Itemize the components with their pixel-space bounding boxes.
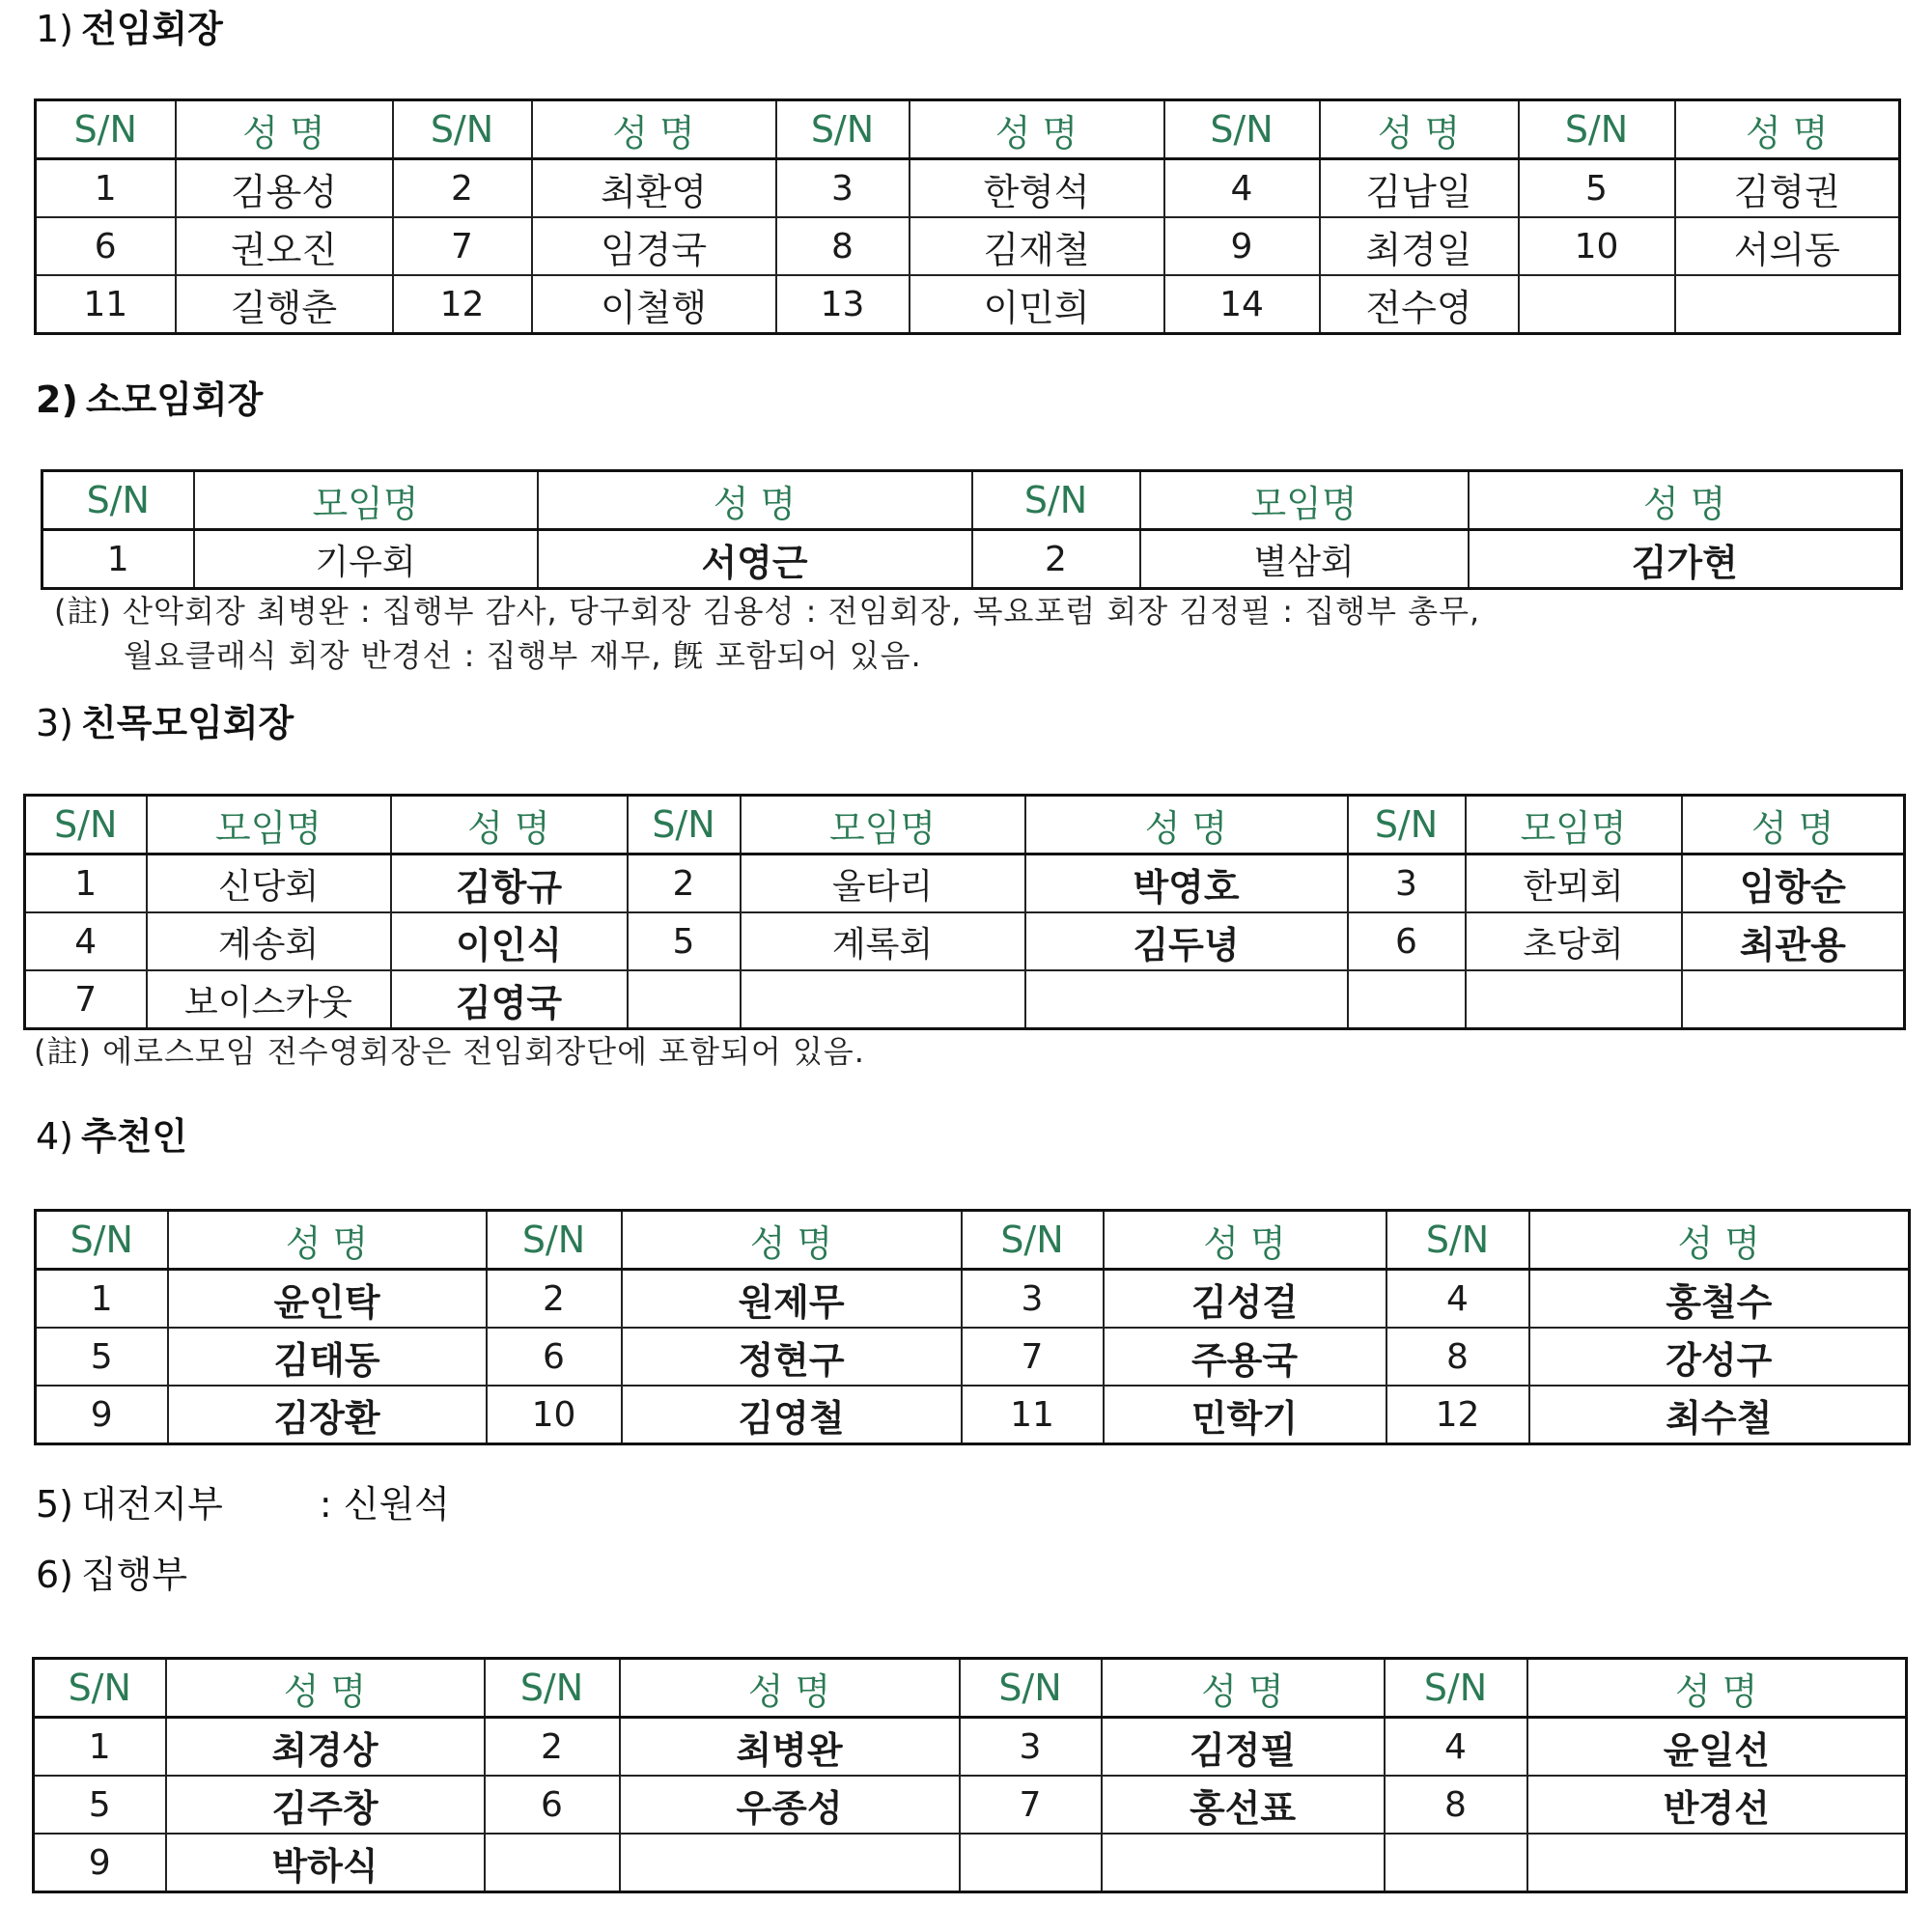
cell-sn: 3 (776, 159, 910, 218)
cell-name: 김남일 (1320, 159, 1519, 218)
col-header-sn: S/N (42, 471, 194, 530)
cell-name: 임항순 (1682, 854, 1905, 913)
cell-sn: 5 (628, 912, 741, 970)
cell-sn: 5 (34, 1776, 166, 1834)
table-row (34, 1776, 1907, 1834)
cell-sn (1348, 970, 1466, 1029)
section-2-note-line-1: (註) 산악회장 최병완 : 집행부 감사, 당구회장 김용성 : 전임회장, 목요포럼 회장 김정필 : 집행부 총무, (54, 593, 1481, 630)
cell-name: 서영근 (538, 530, 972, 589)
cell-name: 김항규 (391, 854, 628, 913)
cell-name: 최관용 (1682, 912, 1905, 970)
col-header-group: 모임명 (147, 796, 391, 854)
cell-sn: 6 (487, 1328, 622, 1386)
cell-name: 권오진 (176, 217, 393, 275)
cell-sn: 4 (1164, 159, 1320, 218)
small-group-presidents-table (41, 469, 1903, 590)
cell-sn: 4 (1385, 1718, 1527, 1777)
cell-name: 원제무 (622, 1270, 962, 1329)
cell-group: 계송회 (147, 912, 391, 970)
col-header-sn: S/N (628, 796, 741, 854)
cell-group: 기우회 (194, 530, 538, 589)
col-header-sn: S/N (487, 1211, 622, 1270)
col-header-name: 성 명 (1320, 100, 1519, 159)
cell-name: 이인식 (391, 912, 628, 970)
cell-sn: 9 (34, 1834, 166, 1892)
cell-sn: 2 (628, 854, 741, 913)
cell-name: 김정필 (1102, 1718, 1385, 1777)
col-header-name: 성 명 (1102, 1659, 1385, 1718)
table-row (36, 1328, 1910, 1386)
cell-name: 한형석 (910, 159, 1164, 218)
col-header-name: 성 명 (1469, 471, 1902, 530)
cell-sn: 13 (776, 275, 910, 334)
table-row (25, 854, 1905, 913)
cell-sn: 10 (1519, 217, 1675, 275)
section-4-heading: 4) 추천인 (36, 1115, 188, 1158)
table-row (36, 1386, 1910, 1444)
cell-sn: 12 (1386, 1386, 1529, 1444)
cell-name: 민학기 (1104, 1386, 1386, 1444)
cell-group: 보이스카웃 (147, 970, 391, 1029)
col-header-group: 모임명 (741, 796, 1025, 854)
former-presidents-table (34, 98, 1901, 335)
cell-name: 김주창 (166, 1776, 485, 1834)
table-row (36, 159, 1900, 218)
cell-name: 전수영 (1320, 275, 1519, 334)
table-row (36, 275, 1900, 334)
col-header-name: 성 명 (1104, 1211, 1386, 1270)
cell-sn: 8 (776, 217, 910, 275)
cell-sn (1519, 275, 1675, 334)
table-header-row (25, 796, 1905, 854)
col-header-name: 성 명 (391, 796, 628, 854)
cell-name: 이민희 (910, 275, 1164, 334)
table-header-row (42, 471, 1902, 530)
cell-name (1025, 970, 1348, 1029)
section-3-title: 친목모임회장 (81, 702, 294, 744)
cell-sn: 1 (25, 854, 147, 913)
cell-name: 김형권 (1675, 159, 1900, 218)
cell-sn (485, 1834, 620, 1892)
table-row (25, 912, 1905, 970)
col-header-sn: S/N (1519, 100, 1675, 159)
section-1-title: 전임회장 (81, 8, 223, 50)
col-header-sn: S/N (34, 1659, 166, 1718)
cell-name: 반경선 (1527, 1776, 1907, 1834)
table-header-row (36, 100, 1900, 159)
cell-sn: 3 (960, 1718, 1102, 1777)
table-row (25, 970, 1905, 1029)
cell-name: 박영호 (1025, 854, 1348, 913)
cell-sn: 7 (393, 217, 532, 275)
cell-sn: 7 (960, 1776, 1102, 1834)
section-5-line: 5) 대전지부 : 신원석 (36, 1483, 450, 1526)
executive-board-table (32, 1657, 1908, 1893)
cell-group: 별삼회 (1140, 530, 1469, 589)
cell-name: 홍철수 (1529, 1270, 1910, 1329)
col-header-sn: S/N (1164, 100, 1320, 159)
cell-sn: 6 (36, 217, 176, 275)
col-header-name: 성 명 (622, 1211, 962, 1270)
cell-name: 임경국 (532, 217, 776, 275)
cell-name: 정현구 (622, 1328, 962, 1386)
cell-sn: 4 (1386, 1270, 1529, 1329)
cell-sn: 9 (1164, 217, 1320, 275)
section-6-heading: 6) 집행부 (36, 1554, 188, 1596)
cell-sn: 8 (1386, 1328, 1529, 1386)
cell-name: 주용국 (1104, 1328, 1386, 1386)
cell-name: 윤인탁 (168, 1270, 487, 1329)
col-header-name: 성 명 (166, 1659, 485, 1718)
col-header-name: 성 명 (168, 1211, 487, 1270)
col-header-sn: S/N (1348, 796, 1466, 854)
cell-name: 김가현 (1469, 530, 1902, 589)
cell-name: 길행춘 (176, 275, 393, 334)
col-header-name: 성 명 (620, 1659, 960, 1718)
cell-sn (628, 970, 741, 1029)
section-5-separator: : (319, 1483, 332, 1526)
cell-sn: 1 (36, 1270, 168, 1329)
cell-name (1527, 1834, 1907, 1892)
col-header-group: 모임명 (1466, 796, 1682, 854)
cell-name: 우종성 (620, 1776, 960, 1834)
cell-sn: 10 (487, 1386, 622, 1444)
cell-name: 최경상 (166, 1718, 485, 1777)
cell-name: 이철행 (532, 275, 776, 334)
table-row (34, 1718, 1907, 1777)
col-header-sn: S/N (1385, 1659, 1527, 1718)
cell-sn: 14 (1164, 275, 1320, 334)
section-5-title: 대전지부 (81, 1483, 223, 1526)
section-2-note-line-2: 월요클래식 회장 반경선 : 집행부 재무, 旣 포함되어 있음. (124, 637, 922, 674)
cell-sn: 8 (1385, 1776, 1527, 1834)
cell-sn: 2 (485, 1718, 620, 1777)
cell-name: 김재철 (910, 217, 1164, 275)
table-row (34, 1834, 1907, 1892)
cell-sn: 3 (1348, 854, 1466, 913)
cell-sn (960, 1834, 1102, 1892)
col-header-sn: S/N (25, 796, 147, 854)
cell-name: 강성구 (1529, 1328, 1910, 1386)
col-header-sn: S/N (36, 100, 176, 159)
cell-sn: 2 (972, 530, 1140, 589)
cell-sn: 11 (36, 275, 176, 334)
recommenders-table (34, 1209, 1911, 1445)
cell-group (1466, 970, 1682, 1029)
cell-name: 김성걸 (1104, 1270, 1386, 1329)
col-header-name: 성 명 (176, 100, 393, 159)
col-header-name: 성 명 (910, 100, 1164, 159)
cell-name: 최수철 (1529, 1386, 1910, 1444)
social-group-presidents-table (23, 794, 1906, 1030)
cell-name (620, 1834, 960, 1892)
cell-name: 최병완 (620, 1718, 960, 1777)
cell-name (1675, 275, 1900, 334)
section-3-heading: 3) 친목모임회장 (36, 702, 294, 744)
cell-sn: 5 (36, 1328, 168, 1386)
col-header-sn: S/N (972, 471, 1140, 530)
cell-name: 서의동 (1675, 217, 1900, 275)
table-header-row (36, 1211, 1910, 1270)
section-3-note: (註) 에로스모임 전수영회장은 전임회장단에 포함되어 있음. (34, 1033, 865, 1070)
cell-group: 울타리 (741, 854, 1025, 913)
col-header-name: 성 명 (1529, 1211, 1910, 1270)
cell-name: 박하식 (166, 1834, 485, 1892)
cell-group: 계록회 (741, 912, 1025, 970)
col-header-name: 성 명 (1025, 796, 1348, 854)
cell-sn: 5 (1519, 159, 1675, 218)
cell-name: 김장환 (168, 1386, 487, 1444)
cell-sn: 7 (25, 970, 147, 1029)
col-header-sn: S/N (960, 1659, 1102, 1718)
col-header-sn: S/N (393, 100, 532, 159)
cell-group: 한뫼회 (1466, 854, 1682, 913)
col-header-name: 성 명 (538, 471, 972, 530)
cell-sn: 1 (34, 1718, 166, 1777)
cell-sn: 9 (36, 1386, 168, 1444)
col-header-sn: S/N (1386, 1211, 1529, 1270)
section-2-title: 소모임회장 (85, 378, 264, 421)
col-header-name: 성 명 (1682, 796, 1905, 854)
table-row (42, 530, 1902, 589)
cell-sn: 6 (485, 1776, 620, 1834)
cell-sn: 7 (962, 1328, 1104, 1386)
cell-sn: 6 (1348, 912, 1466, 970)
cell-sn: 1 (42, 530, 194, 589)
cell-sn: 2 (487, 1270, 622, 1329)
table-row (36, 1270, 1910, 1329)
section-4-title: 추천인 (81, 1115, 188, 1158)
cell-sn: 3 (962, 1270, 1104, 1329)
section-6-title: 집행부 (81, 1554, 188, 1596)
col-header-name: 성 명 (1527, 1659, 1907, 1718)
cell-sn: 4 (25, 912, 147, 970)
col-header-name: 성 명 (1675, 100, 1900, 159)
col-header-sn: S/N (962, 1211, 1104, 1270)
cell-group: 초당회 (1466, 912, 1682, 970)
cell-name: 김영철 (622, 1386, 962, 1444)
cell-sn (1385, 1834, 1527, 1892)
cell-name: 김영국 (391, 970, 628, 1029)
cell-sn: 11 (962, 1386, 1104, 1444)
cell-name: 홍선표 (1102, 1776, 1385, 1834)
col-header-sn: S/N (485, 1659, 620, 1718)
cell-name: 윤일선 (1527, 1718, 1907, 1777)
section-1-heading: 1) 전임회장 (36, 8, 223, 50)
col-header-sn: S/N (776, 100, 910, 159)
cell-name: 김두녕 (1025, 912, 1348, 970)
col-header-group: 모임명 (1140, 471, 1469, 530)
col-header-name: 성 명 (532, 100, 776, 159)
cell-name (1682, 970, 1905, 1029)
section-2-heading: 2) 소모임회장 (36, 378, 264, 421)
col-header-sn: S/N (36, 1211, 168, 1270)
table-row (36, 217, 1900, 275)
table-header-row (34, 1659, 1907, 1718)
section-5-name: 신원석 (343, 1483, 450, 1526)
cell-sn: 12 (393, 275, 532, 334)
col-header-group: 모임명 (194, 471, 538, 530)
cell-name (1102, 1834, 1385, 1892)
cell-group (741, 970, 1025, 1029)
cell-sn: 1 (36, 159, 176, 218)
cell-name: 최환영 (532, 159, 776, 218)
cell-sn: 2 (393, 159, 532, 218)
cell-name: 최경일 (1320, 217, 1519, 275)
cell-name: 김태동 (168, 1328, 487, 1386)
cell-name: 김용성 (176, 159, 393, 218)
cell-group: 신당회 (147, 854, 391, 913)
